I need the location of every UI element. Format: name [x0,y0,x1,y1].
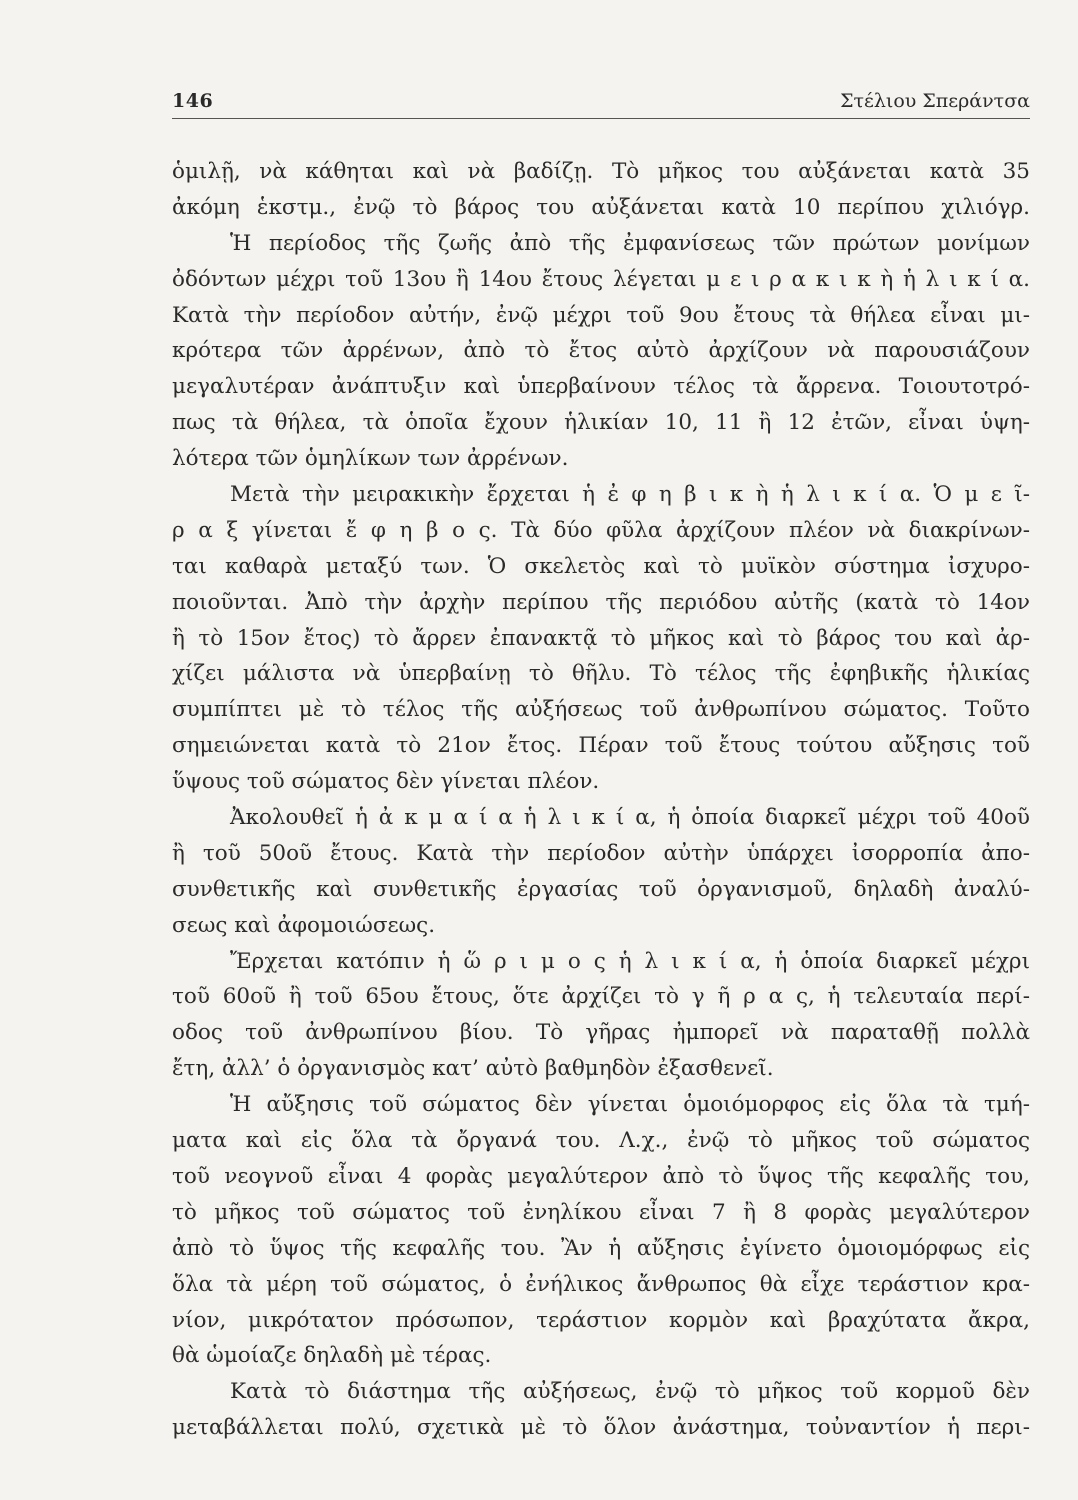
text-line: συμπίπτει μὲ τὸ τέλος τῆς αὐξήσεως τοῦ ἀνθρωπίνου σώματος. Τοῦτο [172,697,1030,723]
text-line: μεταβάλλεται πολύ, σχετικὰ μὲ τὸ ὅλον ἀνάστημα, τοὐναντίον ἡ περι- [172,1415,1030,1441]
text-line: μεγαλυτέραν ἀνάπτυξιν καὶ ὑπερβαίνουν τέλος τὰ ἄρρενα. Τοιουτοτρό- [172,374,1030,400]
text-line: σημειώνεται κατὰ τὸ 21ον ἔτος. Πέραν τοῦ ἔτους τούτου αὔξησις τοῦ [172,733,1030,759]
text-line: ὀδόντων μέχρι τοῦ 13ου ἢ 14ου ἔτους λέγεται μ ε ι ρ α κ ι κ ὴ ἡ λ ι κ ί α. [172,266,1030,292]
text-line: ὕψους τοῦ σώματος δὲν γίνεται πλέον. [172,769,600,795]
text-line: ρ α ξ γίνεται ἔ φ η β ο ς. Τὰ δύο φῦλα ἀρχίζουν πλέον νὰ διακρίνων- [172,517,1030,543]
text-line: τοῦ 60οῦ ἢ τοῦ 65ου ἔτους, ὅτε ἀρχίζει τὸ γ ῆ ρ α ς, ἡ τελευταία περί- [172,984,1030,1010]
text-line: θὰ ὡμοίαζε δηλαδὴ μὲ τέρας. [172,1343,492,1369]
text-line: ὁμιλῇ, νὰ κάθηται καὶ νὰ βαδίζῃ. Τὸ μῆκος του αὐξάνεται κατὰ 35 [172,159,1030,184]
text-line: Ἀκολουθεῖ ἡ ἀ κ μ α ί α ἡ λ ι κ ί α, ἡ ὁποία διαρκεῖ μέχρι τοῦ 40οῦ [230,805,1030,831]
text-line: σεως καὶ ἀφομοιώσεως. [172,912,436,938]
text-line: κρότερα τῶν ἀρρένων, ἀπὸ τὸ ἔτος αὐτὸ ἀρχίζουν νὰ παρουσιάζουν [172,338,1030,364]
text-line: τὸ μῆκος τοῦ σώματος τοῦ ἐνηλίκου εἶναι 7 ἢ 8 φορὰς μεγαλύτερον [172,1199,1030,1225]
text-line: ὅλα τὰ μέρη τοῦ σώματος, ὁ ἐνήλικος ἄνθρωπος θὰ εἶχε τεράστιον κρα- [172,1271,1030,1297]
text-line: Ἡ αὔξησις τοῦ σώματος δὲν γίνεται ὁμοιόμορφος εἰς ὅλα τὰ τμή- [230,1092,1030,1118]
text-line: ματα καὶ εἰς ὅλα τὰ ὄργανά του. Λ.χ., ἐνῷ τὸ μῆκος τοῦ σώματος [172,1128,1030,1154]
text-line: ἀκόμη ἑκστμ., ἐνῷ τὸ βάρος του αὐξάνεται κατὰ 10 περίπου χιλιόγρ. [172,194,1030,220]
text-line: Ἔρχεται κατόπιν ἡ ὥ ρ ι μ ο ς ἡ λ ι κ ί α, ἡ ὁποία διαρκεῖ μέχρι [230,948,1030,974]
text-line: ἀπὸ τὸ ὕψος τῆς κεφαλῆς του. Ἂν ἡ αὔξησις ἐγίνετο ὁμοιομόρφως εἰς [172,1235,1030,1261]
text-line: Ἡ περίοδος τῆς ζωῆς ἀπὸ τῆς ἐμφανίσεως τῶν πρώτων μονίμων [230,230,1030,256]
page-number: 146 [172,90,214,112]
body-text [172,154,1030,1446]
text-line: νίον, μικρότατον πρόσωπον, τεράστιον κορμὸν καὶ βραχύτατα ἄκρα, [172,1307,1030,1333]
text-line: Κατὰ τὴν περίοδον αὐτήν, ἐνῷ μέχρι τοῦ 9ου ἔτους τὰ θήλεα εἶναι μι- [172,302,1030,328]
text-line: πως τὰ θήλεα, τὰ ὁποῖα ἔχουν ἡλικίαν 10, 11 ἢ 12 ἐτῶν, εἶναι ὑψη- [172,410,1030,436]
text-line: Μετὰ τὴν μειρακικὴν ἔρχεται ἡ ἐ φ η β ι κ ὴ ἡ λ ι κ ί α. Ὁ μ ε ῖ- [230,482,1030,508]
text-line: Κατὰ τὸ διάστημα τῆς αὐξήσεως, ἐνῷ τὸ μῆκος τοῦ κορμοῦ δὲν [230,1379,1030,1405]
text-line: ποιοῦνται. Ἀπὸ τὴν ἀρχὴν περίπου τῆς περιόδου αὐτῆς (κατὰ τὸ 14ον [172,589,1030,615]
text-line: τοῦ νεογνοῦ εἶναι 4 φορὰς μεγαλύτερον ἀπὸ τὸ ὕψος τῆς κεφαλῆς του, [172,1163,1030,1189]
running-head: Στέλιου Σπεράντσα [840,90,1030,112]
text-line: ἢ τοῦ 50οῦ ἔτους. Κατὰ τὴν περίοδον αὐτὴν ὑπάρχει ἰσορροπία ἀπο- [172,840,1030,866]
text-line: συνθετικῆς καὶ συνθετικῆς ἐργασίας τοῦ ὀργανισμοῦ, δηλαδὴ ἀναλύ- [172,876,1030,902]
text-line: ἢ τὸ 15ον ἔτος) τὸ ἄρρεν ἐπανακτᾷ τὸ μῆκος καὶ τὸ βάρος του καὶ ἀρ- [172,625,1030,651]
text-line: λότερα τῶν ὁμηλίκων των ἀρρένων. [172,446,569,472]
page-header [172,88,1030,119]
text-line: χίζει μάλιστα νὰ ὑπερβαίνῃ τὸ θῆλυ. Τὸ τέλος τῆς ἐφηβικῆς ἡλικίας [172,661,1030,687]
text-line: οδος τοῦ ἀνθρωπίνου βίου. Τὸ γῆρας ἠμπορεῖ νὰ παραταθῇ πολλὰ [172,1020,1030,1046]
text-line: ται καθαρὰ μεταξύ των. Ὁ σκελετὸς καὶ τὸ μυϊκὸν σύστημα ἰσχυρο- [172,553,1030,579]
text-line: ἔτη, ἀλλ’ ὁ ὀργανισμὸς κατ’ αὐτὸ βαθμηδὸν ἐξασθενεῖ. [172,1056,774,1082]
